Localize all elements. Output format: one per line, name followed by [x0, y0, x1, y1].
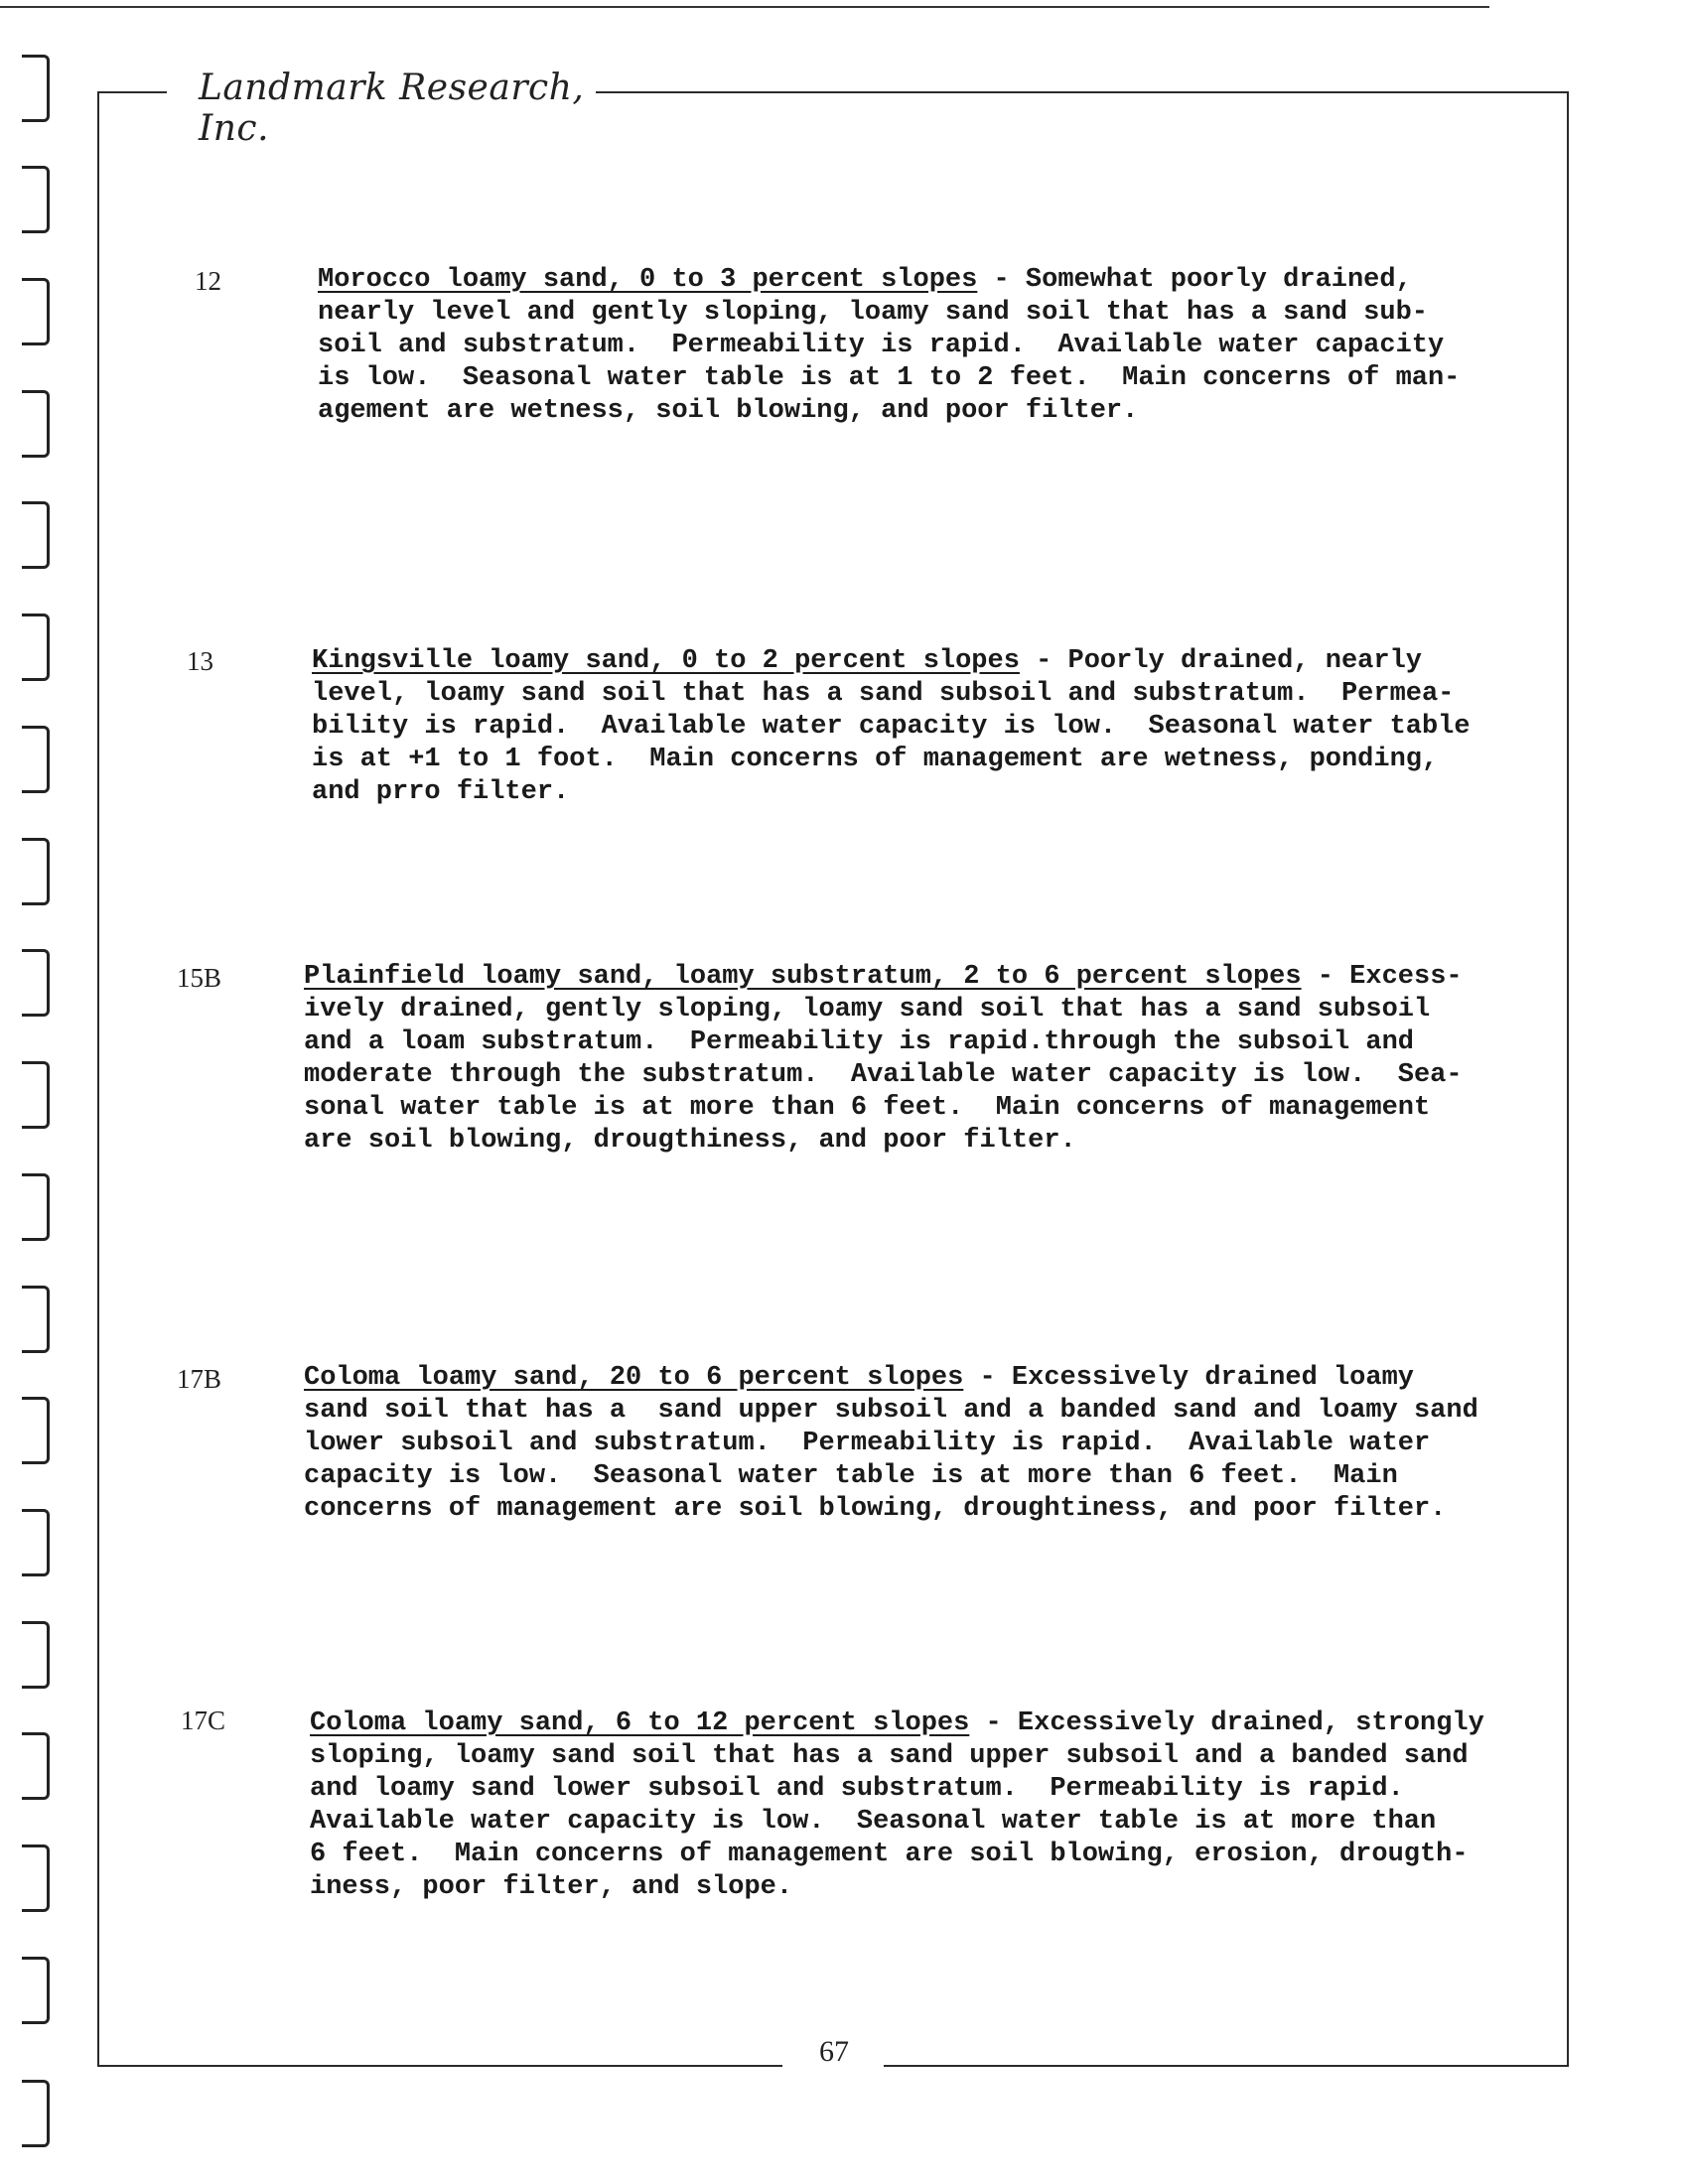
entry-line: moderate through the substratum. Available water capacity is low. Sea-: [304, 1060, 1463, 1090]
map-unit-title: Kingsville loamy sand, 0 to 2 percent slopes: [312, 646, 1020, 676]
entry-line: sloping, loamy sand soil that has a sand upper subsoil and a banded sand: [310, 1741, 1469, 1771]
entry-description: [304, 961, 1463, 1158]
entry-description: [304, 1362, 1478, 1526]
entry-line: - Excess-: [1301, 962, 1463, 992]
entry-line: and prro filter.: [312, 777, 570, 807]
entry-line: 6 feet. Main concerns of management are soil blowing, erosion, drougth-: [310, 1840, 1469, 1869]
entry-line: soil and substratum. Permeability is rapid. Available water capacity: [318, 331, 1445, 360]
entry-line: - Somewhat poorly drained,: [977, 265, 1412, 295]
binder-ring: [28, 1286, 50, 1353]
binder-ring: [28, 55, 50, 122]
binder-ring: [28, 949, 50, 1017]
binder-ring: [28, 390, 50, 458]
entry-line: sonal water table is at more than 6 feet. Main concerns of management: [304, 1093, 1431, 1123]
binder-ring: [28, 1397, 50, 1464]
map-unit-number: 15B: [177, 963, 222, 993]
frame-rule: [97, 2065, 782, 2067]
entry-line: iness, poor filter, and slope.: [310, 1872, 793, 1902]
entry-line: lower subsoil and substratum. Permeability is rapid. Available water: [304, 1429, 1431, 1458]
frame-rule: [884, 2065, 1569, 2067]
map-unit-title: Coloma loamy sand, 6 to 12 percent slopes: [310, 1708, 970, 1738]
binder-ring: [28, 1957, 50, 2024]
binder-ring: [28, 501, 50, 569]
entry-line: is at +1 to 1 foot. Main concerns of management are wetness, ponding,: [312, 745, 1439, 774]
map-unit-title: Coloma loamy sand, 20 to 6 percent slopes: [304, 1363, 964, 1393]
binder-ring: [28, 1732, 50, 1800]
binder-ring: [28, 1509, 50, 1576]
binder-ring: [28, 838, 50, 905]
entry-line: and a loam substratum. Permeability is rapid.through the subsoil and: [304, 1027, 1414, 1057]
entry-line: are soil blowing, drougthiness, and poor filter.: [304, 1126, 1076, 1156]
entry-line: - Excessively drained, strongly: [969, 1708, 1484, 1738]
entry-line: sand soil that has a sand upper subsoil and a banded sand and loamy sand: [304, 1396, 1478, 1426]
binder-ring: [28, 278, 50, 345]
map-unit-number: 17C: [181, 1706, 226, 1735]
entry-line: and loamy sand lower subsoil and substratum. Permeability is rapid.: [310, 1774, 1404, 1804]
binder-ring: [28, 1061, 50, 1129]
map-unit-number: 17B: [177, 1364, 222, 1394]
map-unit-title: Plainfield loamy sand, loamy substratum, 2 to 6 percent slopes: [304, 962, 1302, 992]
entry-line: nearly level and gently sloping, loamy sand soil that has a sand sub-: [318, 298, 1428, 328]
entry-description: [310, 1707, 1484, 1904]
top-rule: [0, 6, 1489, 8]
binder-ring: [28, 1621, 50, 1689]
binder-ring: [28, 614, 50, 681]
binder-ring: [28, 726, 50, 793]
entry-line: is low. Seasonal water table is at 1 to 2 feet. Main concerns of man-: [318, 363, 1461, 393]
entry-description: [312, 645, 1471, 809]
map-unit-number: 13: [187, 646, 213, 676]
entry-line: - Excessively drained loamy: [963, 1363, 1414, 1393]
binder-ring: [28, 2080, 50, 2147]
map-unit-title: Morocco loamy sand, 0 to 3 percent slopes: [318, 265, 978, 295]
entry-line: ively drained, gently sloping, loamy sand soil that has a sand subsoil: [304, 995, 1431, 1024]
frame-rule: [97, 91, 167, 93]
binder-ring: [28, 166, 50, 233]
binder-ring: [28, 1844, 50, 1912]
entry-description: [318, 264, 1460, 428]
entry-line: - Poorly drained, nearly: [1019, 646, 1422, 676]
entry-line: concerns of management are soil blowing, droughtiness, and poor filter.: [304, 1494, 1447, 1524]
map-unit-number: 12: [195, 266, 221, 296]
company-letterhead: Landmark Research, Inc.: [199, 68, 585, 149]
binder-rings: [28, 55, 68, 2179]
entry-line: level, loamy sand soil that has a sand subsoil and substratum. Permea-: [312, 679, 1455, 709]
binder-ring: [28, 1173, 50, 1241]
entry-line: agement are wetness, soil blowing, and poor filter.: [318, 396, 1139, 426]
entry-line: capacity is low. Seasonal water table is at more than 6 feet. Main: [304, 1461, 1398, 1491]
entry-line: bility is rapid. Available water capacity is low. Seasonal water table: [312, 712, 1471, 742]
page-number: 67: [819, 2035, 849, 2068]
frame-rule: [596, 91, 1569, 93]
entry-line: Available water capacity is low. Seasonal water table is at more than: [310, 1807, 1437, 1837]
